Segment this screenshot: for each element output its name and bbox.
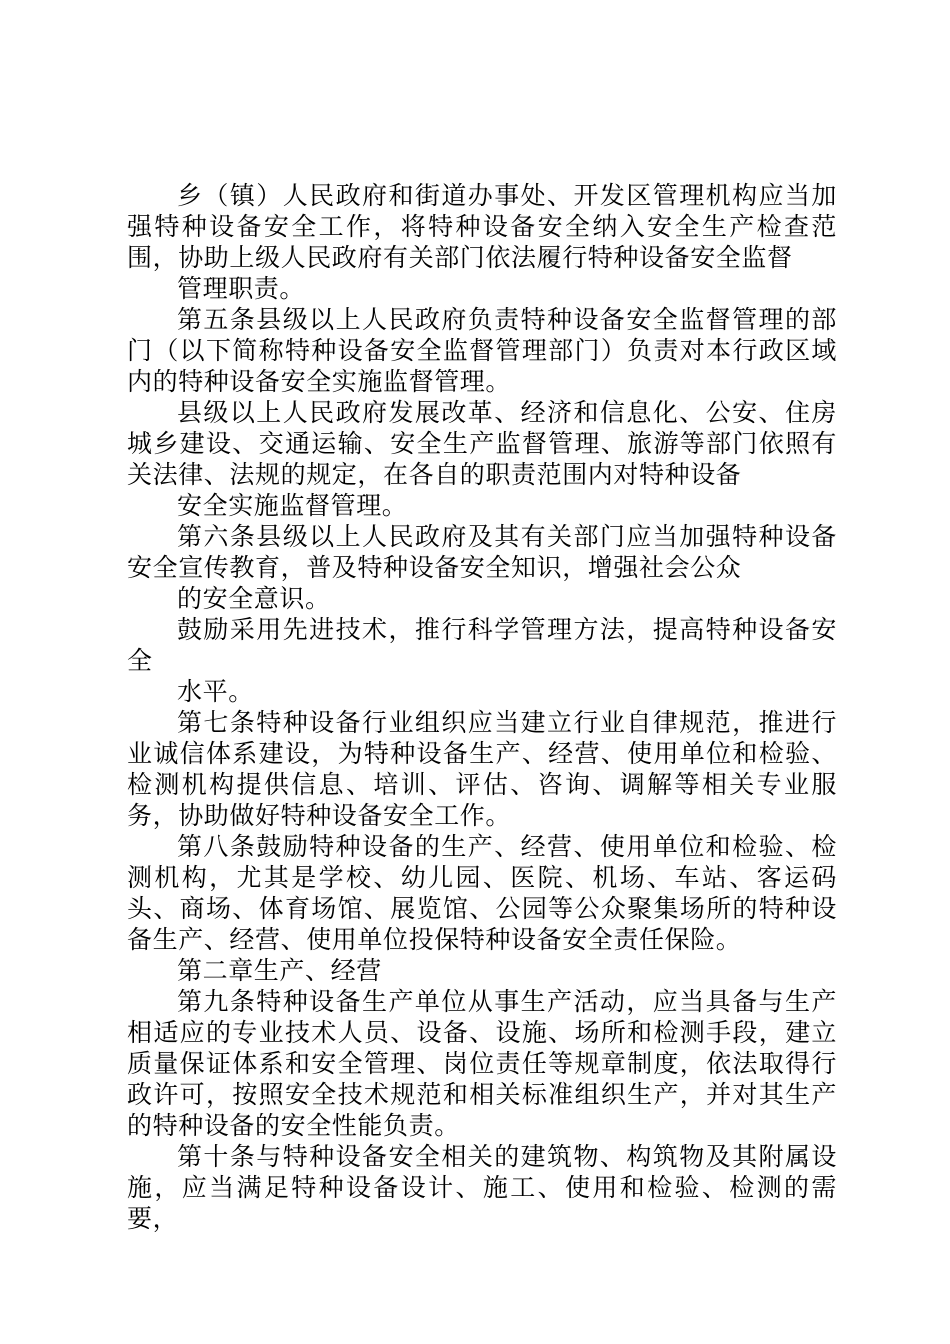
paragraph-township-duties: 乡（镇）人民政府和街道办事处、开发区管理机构应当加强特种设备安全工作，将特种设备安全纳入安全生产检查范围，协助上级人民政府有关部门依法履行特种设备安全监督 — [127, 181, 837, 272]
paragraph-article-5: 第五条县级以上人民政府负责特种设备安全监督管理的部门（以下简称特种设备安全监督管理部门）负责对本行政区域内的特种设备安全实施监督管理。 — [127, 305, 837, 396]
chapter-heading: 第二章生产、经营 — [177, 956, 382, 985]
paragraph-continuation: 水平。 — [177, 677, 254, 706]
paragraph-article-10: 第十条与特种设备安全相关的建筑物、构筑物及其附属设施，应当满足特种设备设计、施工、使用和检验、检测的需要， — [127, 1142, 837, 1233]
paragraph-article-6: 第六条县级以上人民政府及其有关部门应当加强特种设备安全宣传教育，普及特种设备安全知识，增强社会公众 — [127, 522, 837, 582]
paragraph-continuation: 的安全意识。 — [177, 584, 331, 613]
document-body — [127, 180, 837, 1234]
paragraph-continuation: 安全实施监督管理。 — [177, 491, 408, 520]
paragraph-article-9: 第九条特种设备生产单位从事生产活动，应当具备与生产相适应的专业技术人员、设备、设施、场所和检测手段，建立质量保证体系和安全管理、岗位责任等规章制度，依法取得行政许可，按照安全技术规范和相关标准组织生产，并对其生产的特种设备的安全性能负责。 — [127, 987, 837, 1140]
paragraph-article-5-departments: 县级以上人民政府发展改革、经济和信息化、公安、住房城乡建设、交通运输、安全生产监督管理、旅游等部门依照有关法律、法规的规定，在各自的职责范围内对特种设备 — [127, 398, 837, 489]
paragraph-article-7: 第七条特种设备行业组织应当建立行业自律规范，推进行业诚信体系建设，为特种设备生产、经营、使用单位和检验、检测机构提供信息、培训、评估、咨询、调解等相关专业服务，协助做好特种设备安全工作。 — [127, 708, 837, 830]
paragraph-article-6-encourage: 鼓励采用先进技术，推行科学管理方法，提高特种设备安全 — [127, 615, 837, 675]
paragraph-continuation: 管理职责。 — [177, 274, 306, 303]
paragraph-article-8: 第八条鼓励特种设备的生产、经营、使用单位和检验、检测机构，尤其是学校、幼儿园、医院、机场、车站、客运码头、商场、体育场馆、展览馆、公园等公众聚集场所的特种设备生产、经营、使用单位投保特种设备安全责任保险。 — [127, 832, 837, 954]
